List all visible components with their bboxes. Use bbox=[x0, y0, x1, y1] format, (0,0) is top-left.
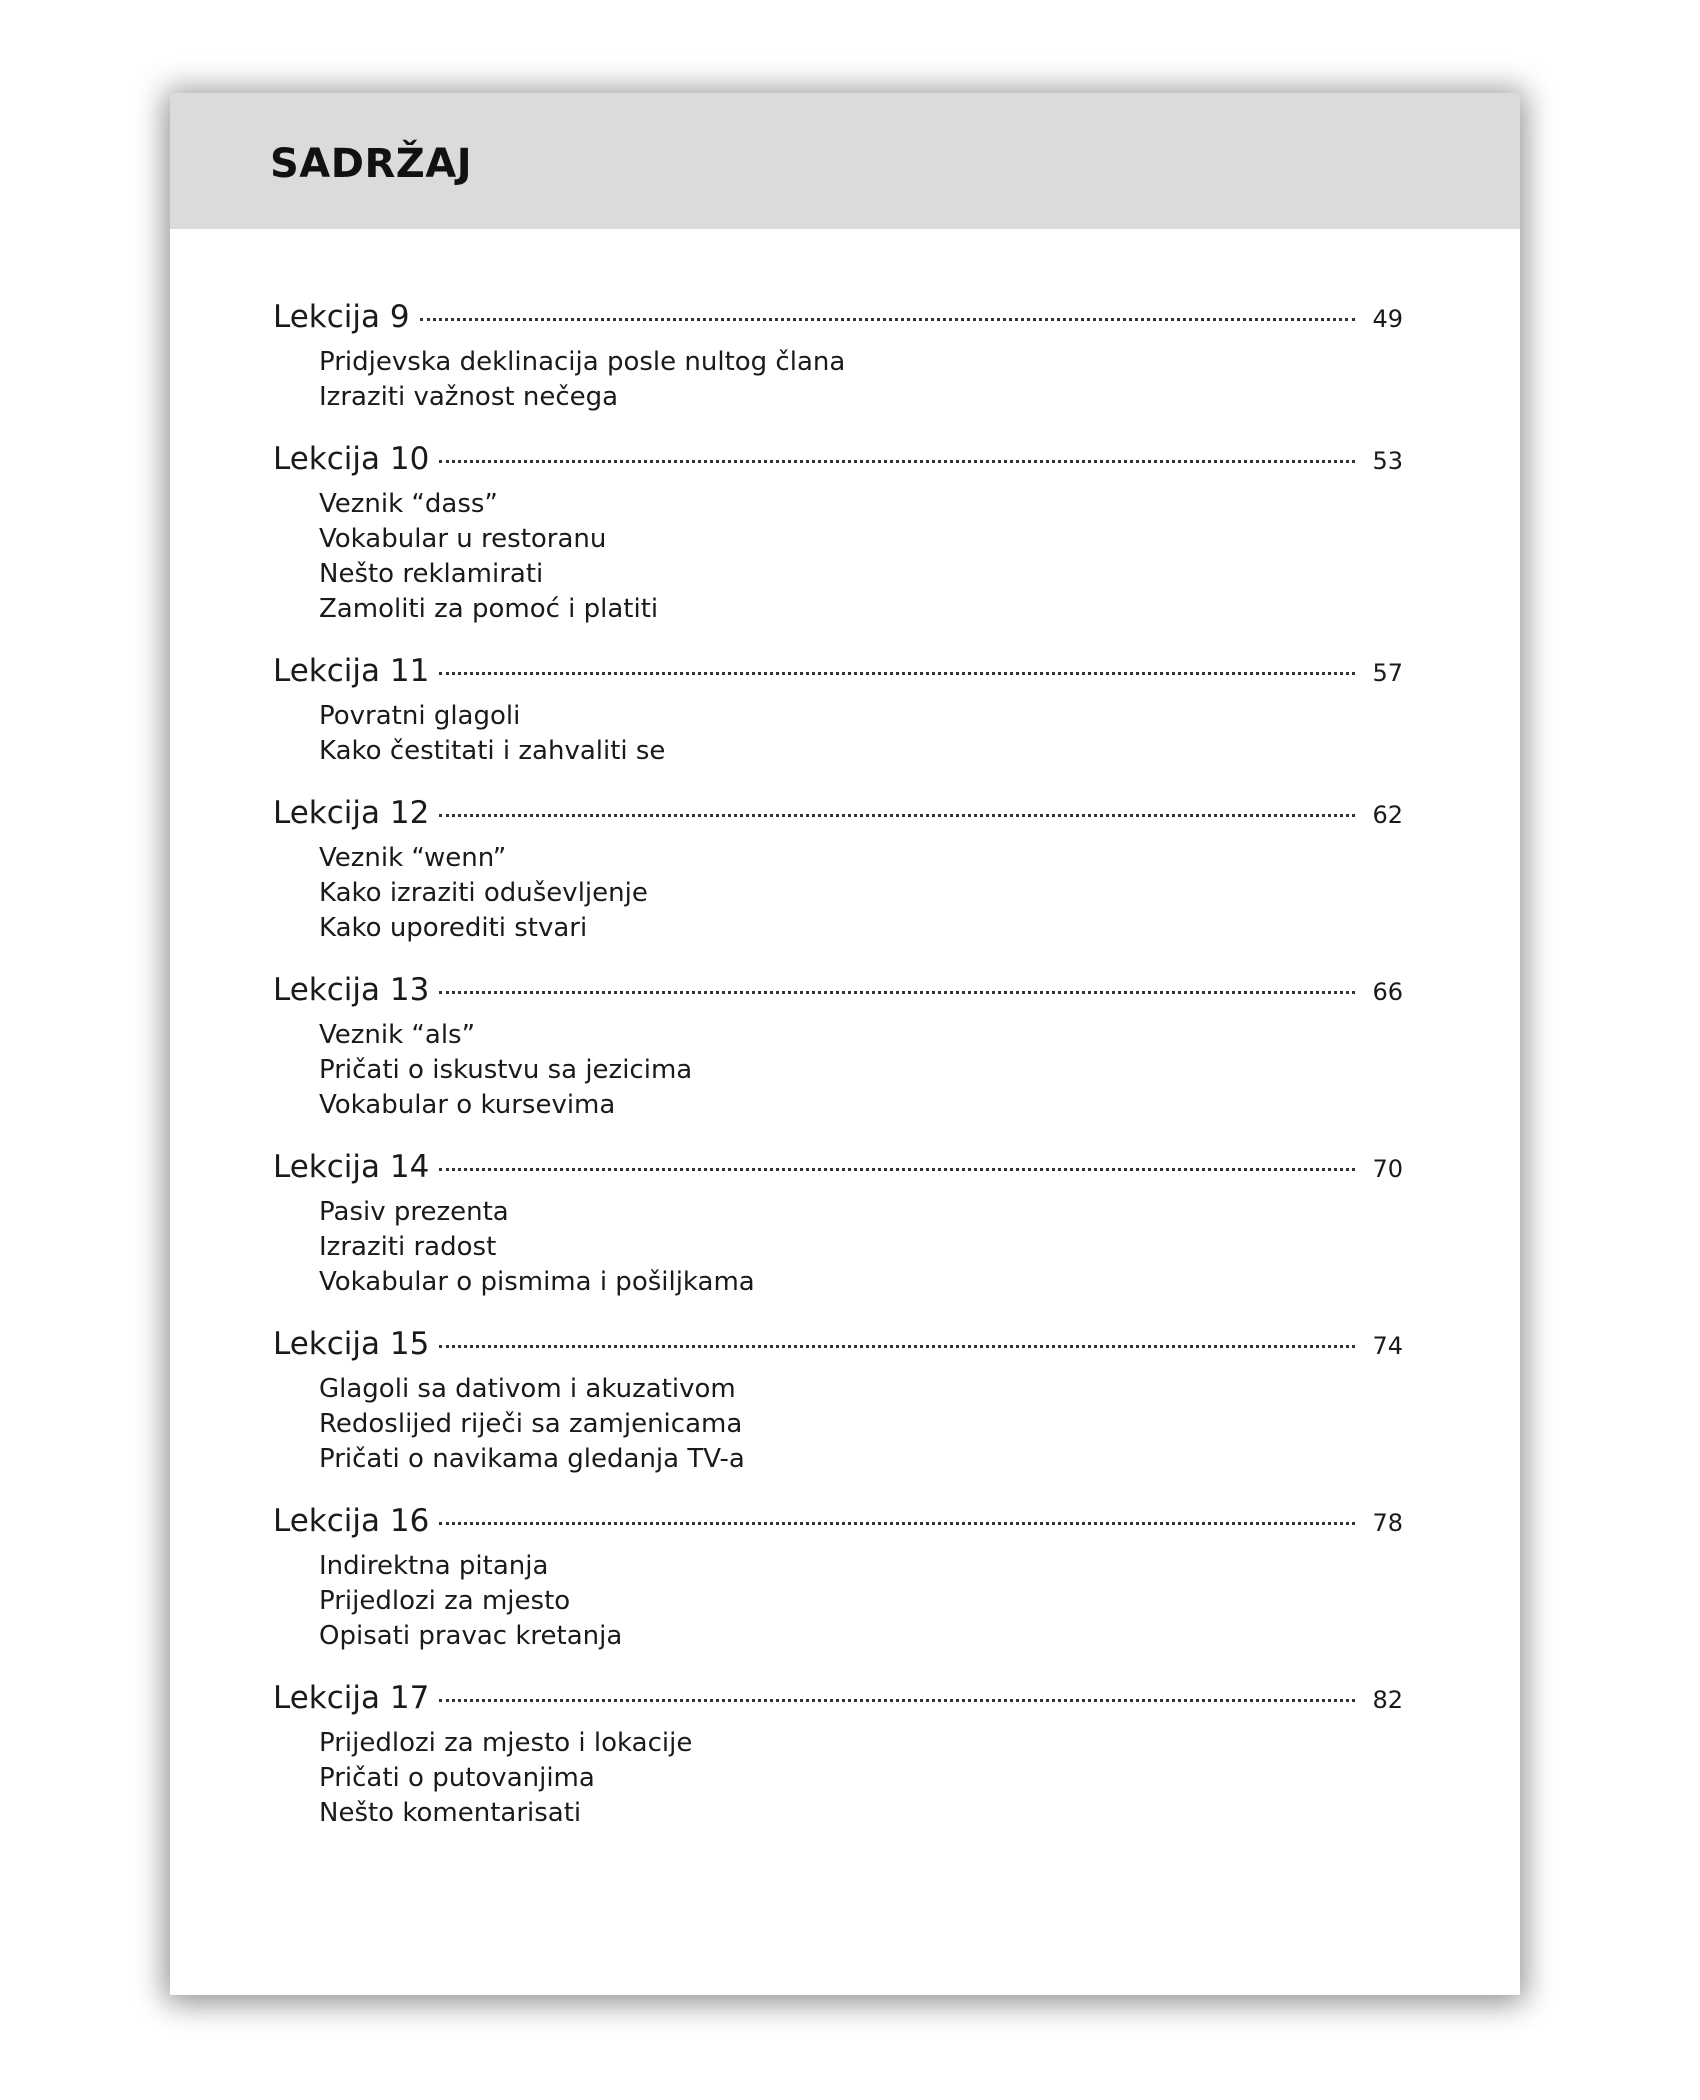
lesson-title: Lekcija 11 bbox=[273, 653, 430, 689]
topic-item: Glagoli sa dativom i akuzativom bbox=[319, 1374, 736, 1404]
topic-list bbox=[273, 345, 1403, 415]
topic-item: Veznik “als” bbox=[319, 1020, 476, 1050]
topic-item: Kako čestitati i zahvaliti se bbox=[319, 736, 666, 766]
topic-item: Veznik “dass” bbox=[319, 489, 498, 519]
dot-leader bbox=[439, 991, 1355, 994]
page-number: 66 bbox=[1372, 978, 1403, 1006]
toc-entry-heading bbox=[273, 972, 1403, 1016]
toc-entry-heading bbox=[273, 653, 1403, 697]
toc-entry-heading bbox=[273, 441, 1403, 485]
topic-item: Zamoliti za pomoć i platiti bbox=[319, 594, 659, 624]
topic-list bbox=[273, 841, 1403, 946]
toc-entry-heading bbox=[273, 1326, 1403, 1370]
topic-list bbox=[273, 1195, 1403, 1300]
dot-leader bbox=[439, 672, 1355, 675]
toc-entry bbox=[273, 795, 1403, 946]
toc-entry bbox=[273, 653, 1403, 769]
toc-entry bbox=[273, 1326, 1403, 1477]
topic-item: Izraziti radost bbox=[319, 1232, 497, 1262]
page-title: SADRŽAJ bbox=[270, 141, 473, 187]
topic-item: Redoslijed riječi sa zamjenicama bbox=[319, 1409, 743, 1439]
topic-item: Pasiv prezenta bbox=[319, 1197, 509, 1227]
toc-entry bbox=[273, 441, 1403, 627]
lesson-title: Lekcija 14 bbox=[273, 1149, 430, 1185]
document-page bbox=[170, 93, 1520, 1995]
topic-list bbox=[273, 1372, 1403, 1477]
dot-leader bbox=[439, 1168, 1355, 1171]
page-number: 62 bbox=[1372, 801, 1403, 829]
dot-leader bbox=[439, 1345, 1355, 1348]
lesson-title: Lekcija 9 bbox=[273, 299, 410, 335]
page-number: 74 bbox=[1372, 1332, 1403, 1360]
topic-item: Prijedlozi za mjesto i lokacije bbox=[319, 1728, 693, 1758]
page-number: 70 bbox=[1372, 1155, 1403, 1183]
toc-entry-heading bbox=[273, 795, 1403, 839]
page-number: 57 bbox=[1372, 659, 1403, 687]
dot-leader bbox=[439, 814, 1355, 817]
topic-list bbox=[273, 699, 1403, 769]
page-number: 53 bbox=[1372, 447, 1403, 475]
toc-entry-heading bbox=[273, 1680, 1403, 1724]
toc-entry bbox=[273, 1149, 1403, 1300]
lesson-title: Lekcija 13 bbox=[273, 972, 430, 1008]
topic-item: Kako izraziti oduševljenje bbox=[319, 878, 648, 908]
lesson-title: Lekcija 16 bbox=[273, 1503, 430, 1539]
topic-item: Pridjevska deklinacija posle nultog člana bbox=[319, 347, 846, 377]
topic-item: Pričati o navikama gledanja TV-a bbox=[319, 1444, 745, 1474]
page-number: 49 bbox=[1372, 305, 1403, 333]
topic-item: Pričati o iskustvu sa jezicima bbox=[319, 1055, 693, 1085]
page-number: 82 bbox=[1372, 1686, 1403, 1714]
topic-item: Veznik “wenn” bbox=[319, 843, 507, 873]
page-number: 78 bbox=[1372, 1509, 1403, 1537]
dot-leader bbox=[439, 1522, 1355, 1525]
lesson-title: Lekcija 10 bbox=[273, 441, 430, 477]
topic-item: Vokabular u restoranu bbox=[319, 524, 607, 554]
topic-list bbox=[273, 487, 1403, 627]
lesson-title: Lekcija 17 bbox=[273, 1680, 430, 1716]
topic-item: Opisati pravac kretanja bbox=[319, 1621, 623, 1651]
dot-leader bbox=[420, 318, 1355, 321]
topic-item: Vokabular o pismima i pošiljkama bbox=[319, 1267, 755, 1297]
topic-item: Izraziti važnost nečega bbox=[319, 382, 619, 412]
topic-item: Kako uporediti stvari bbox=[319, 913, 588, 943]
topic-list bbox=[273, 1018, 1403, 1123]
topic-item: Indirektna pitanja bbox=[319, 1551, 549, 1581]
toc-entry-heading bbox=[273, 299, 1403, 343]
topic-item: Vokabular o kursevima bbox=[319, 1090, 616, 1120]
topic-item: Nešto reklamirati bbox=[319, 559, 544, 589]
lesson-title: Lekcija 12 bbox=[273, 795, 430, 831]
header-band bbox=[170, 93, 1520, 229]
lesson-title: Lekcija 15 bbox=[273, 1326, 430, 1362]
toc-entry bbox=[273, 972, 1403, 1123]
toc-entry-heading bbox=[273, 1503, 1403, 1547]
toc-entry bbox=[273, 1503, 1403, 1654]
table-of-contents bbox=[273, 299, 1403, 1857]
toc-entry-heading bbox=[273, 1149, 1403, 1193]
topic-item: Prijedlozi za mjesto bbox=[319, 1586, 571, 1616]
topic-item: Nešto komentarisati bbox=[319, 1798, 582, 1828]
toc-entry bbox=[273, 1680, 1403, 1831]
toc-entry bbox=[273, 299, 1403, 415]
topic-item: Povratni glagoli bbox=[319, 701, 521, 731]
topic-item: Pričati o putovanjima bbox=[319, 1763, 595, 1793]
dot-leader bbox=[439, 1699, 1355, 1702]
topic-list bbox=[273, 1549, 1403, 1654]
dot-leader bbox=[439, 460, 1355, 463]
topic-list bbox=[273, 1726, 1403, 1831]
